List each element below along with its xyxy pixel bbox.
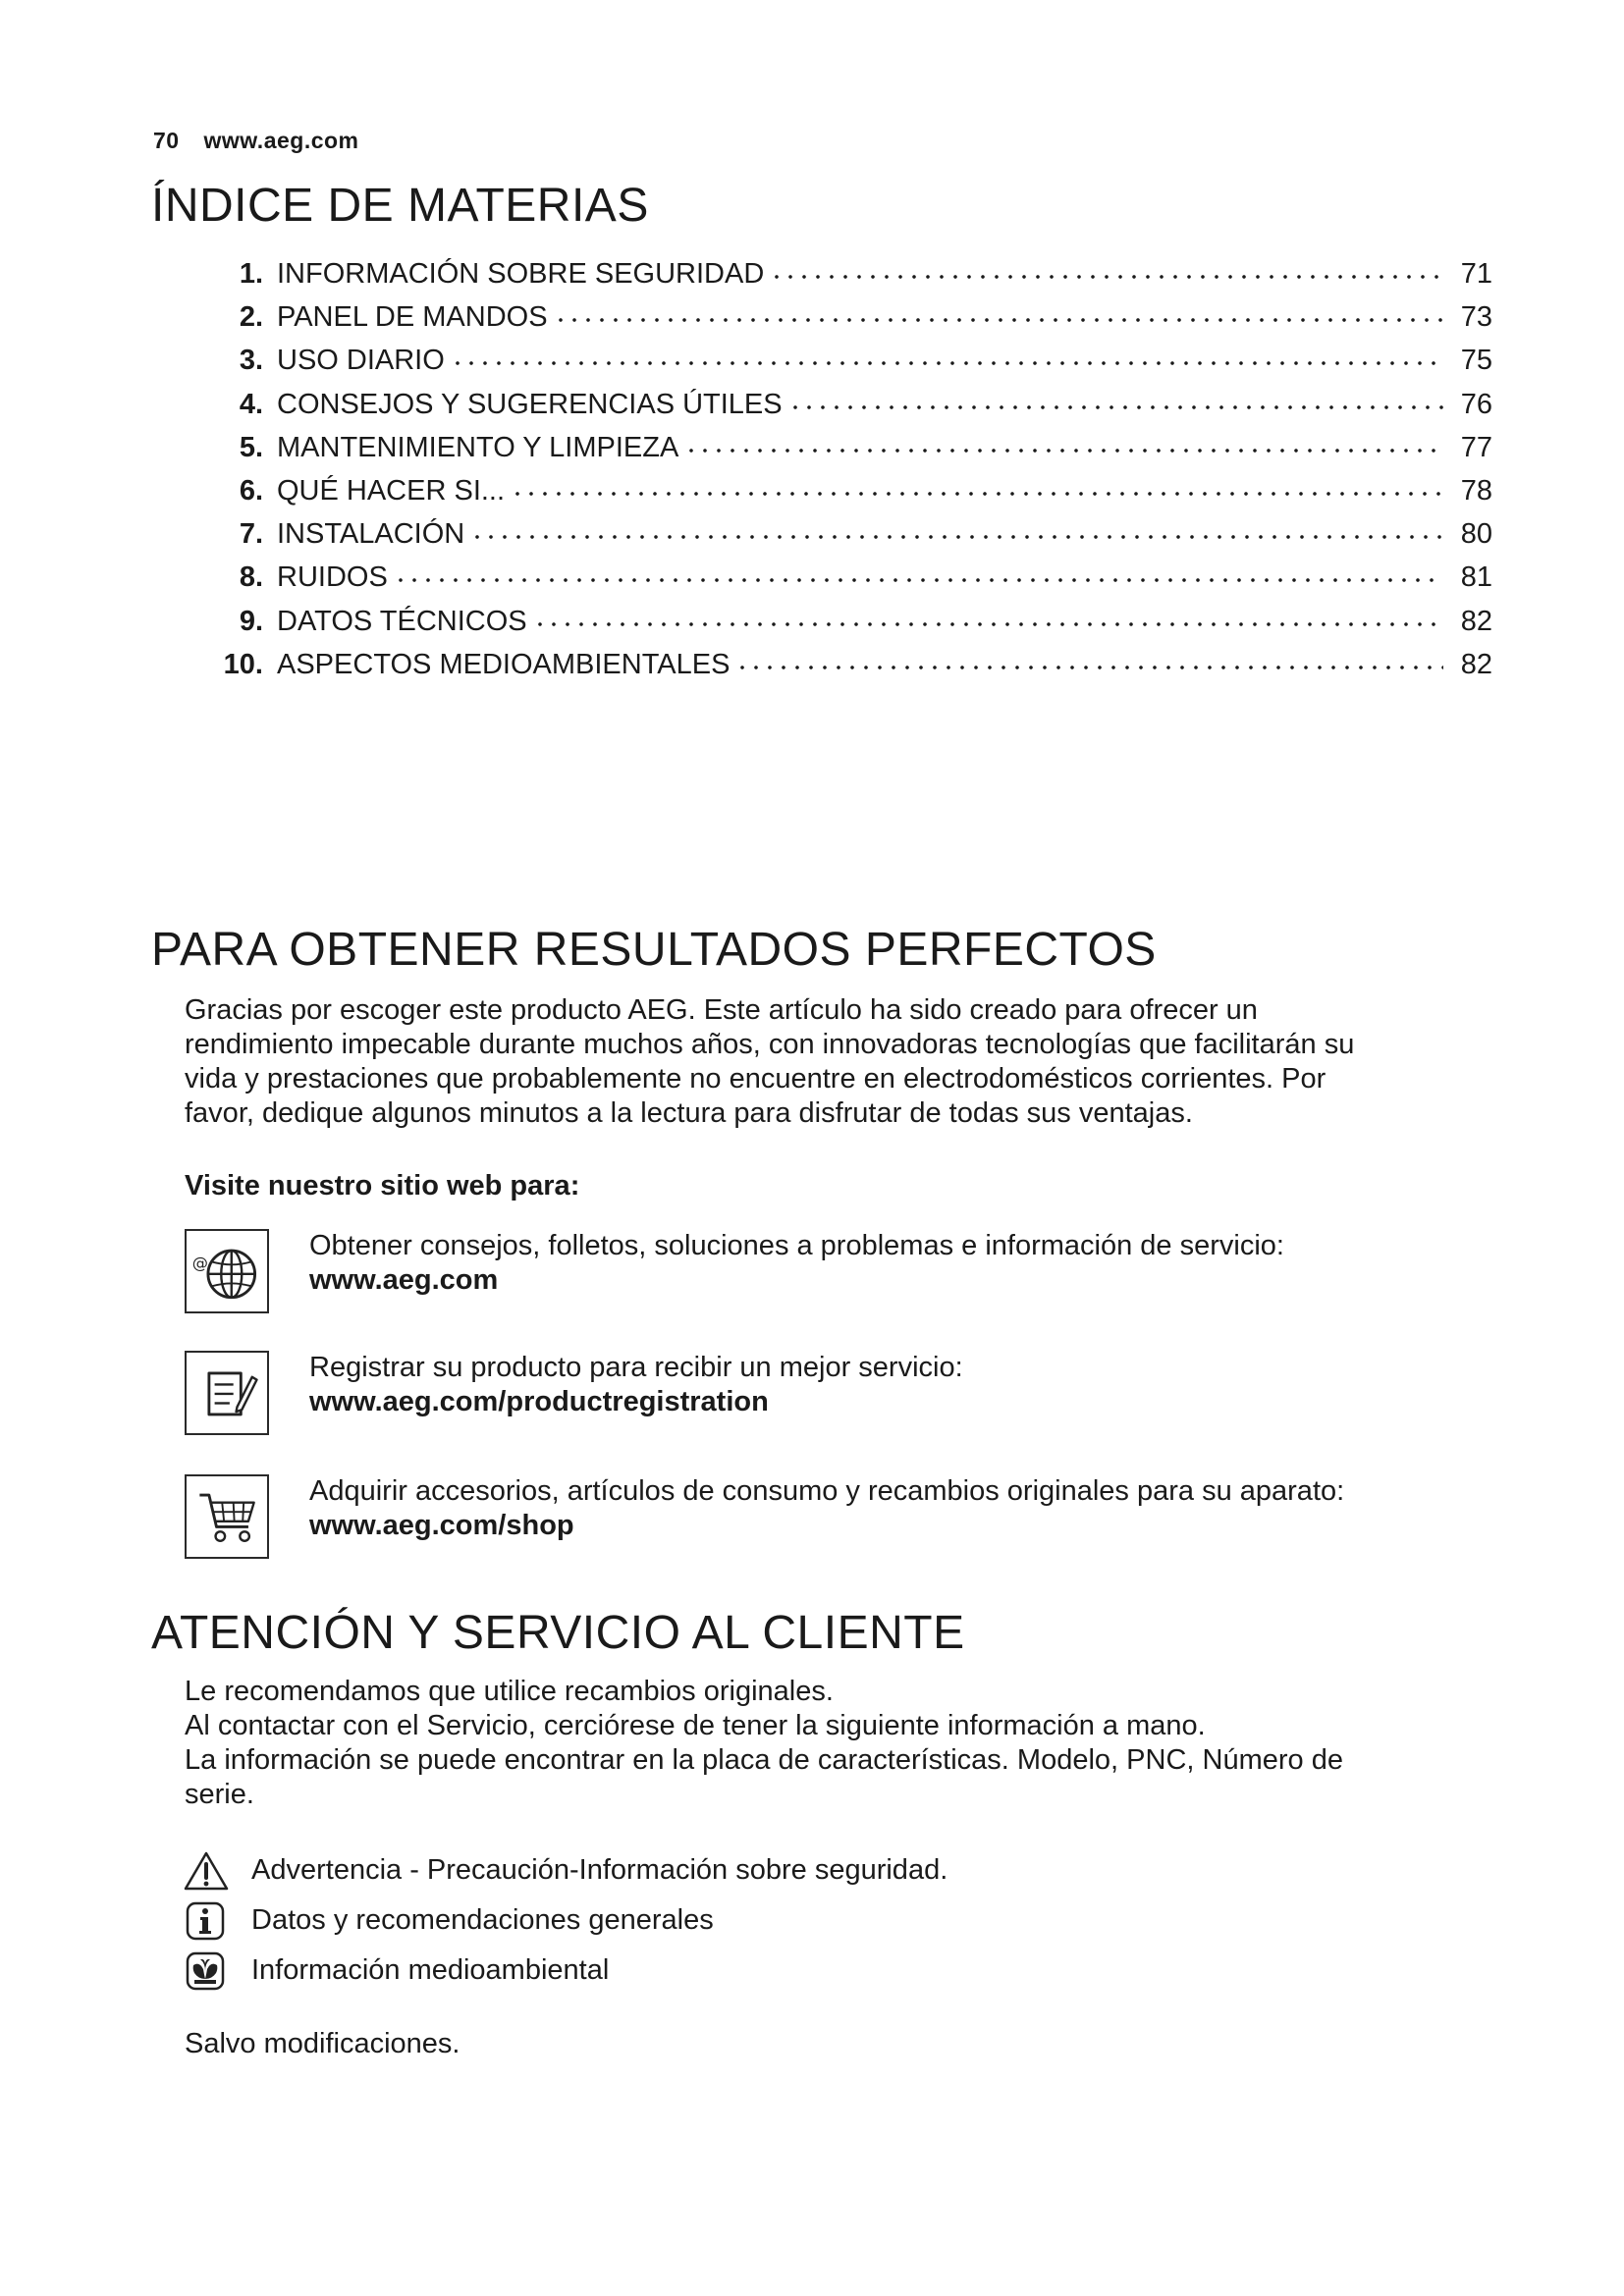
toc-entry-page: 76 bbox=[1460, 388, 1492, 420]
intro-line: rendimiento impecable durante muchos años, con innovadoras tecnologías que facilitarán su bbox=[185, 1029, 1355, 1060]
web-item-url[interactable]: www.aeg.com/shop bbox=[309, 1510, 574, 1541]
visit-heading: Visite nuestro sitio web para: bbox=[185, 1170, 580, 1201]
page-header bbox=[153, 128, 359, 154]
toc-entry[interactable] bbox=[206, 258, 1492, 301]
intro-paragraph bbox=[185, 993, 1481, 1131]
page-number: 70 bbox=[153, 128, 180, 153]
toc-entry-label: CONSEJOS Y SUGERENCIAS ÚTILES bbox=[277, 388, 783, 420]
web-item-url[interactable]: www.aeg.com/productregistration bbox=[309, 1386, 769, 1417]
toc-dot-leader bbox=[511, 492, 1443, 496]
toc-entry-label: ASPECTOS MEDIOAMBIENTALES bbox=[277, 648, 731, 680]
service-paragraph bbox=[185, 1675, 1481, 1812]
header-website-link[interactable]: www.aeg.com bbox=[203, 128, 359, 153]
registration-form-icon bbox=[185, 1351, 269, 1435]
toc-entry-label: RUIDOS bbox=[277, 561, 388, 594]
toc-entry-number: 3. bbox=[239, 345, 263, 377]
info-icon bbox=[183, 1899, 230, 1943]
toc-dot-leader bbox=[394, 578, 1443, 582]
perfect-results-title: PARA OBTENER RESULTADOS PERFECTOS bbox=[151, 924, 1157, 976]
warning-triangle-icon bbox=[183, 1849, 230, 1893]
toc-entry-page: 71 bbox=[1460, 258, 1492, 290]
intro-line: Gracias por escoger este producto AEG. Este artículo ha sido creado para ofrecer un bbox=[185, 994, 1258, 1026]
toc-entry-page: 73 bbox=[1460, 301, 1492, 334]
toc-entry-label: INFORMACIÓN SOBRE SEGURIDAD bbox=[277, 258, 765, 290]
web-item-description: Obtener consejos, folletos, soluciones a problemas e información de servicio: bbox=[309, 1230, 1284, 1261]
toc-entry-number: 4. bbox=[239, 388, 263, 420]
toc-entry-label: INSTALACIÓN bbox=[277, 518, 465, 551]
toc-entry-page: 80 bbox=[1460, 518, 1492, 551]
legend-item bbox=[183, 1946, 947, 1996]
toc-entry-page: 75 bbox=[1460, 345, 1492, 377]
toc-entry[interactable] bbox=[206, 389, 1492, 432]
toc-entry[interactable] bbox=[206, 345, 1492, 388]
toc-entry-number: 6. bbox=[239, 474, 263, 507]
toc-dot-leader bbox=[451, 361, 1443, 365]
toc-dot-leader bbox=[735, 666, 1443, 669]
web-item-text-block bbox=[309, 1351, 963, 1419]
customer-service-title: ATENCIÓN Y SERVICIO AL CLIENTE bbox=[151, 1607, 965, 1659]
toc-entry-page: 77 bbox=[1460, 431, 1492, 463]
legend-label: Datos y recomendaciones generales bbox=[251, 1904, 714, 1936]
footer-note: Salvo modificaciones. bbox=[185, 2028, 460, 2059]
toc-dot-leader bbox=[684, 449, 1443, 453]
toc-entry-number: 7. bbox=[239, 518, 263, 551]
toc-dot-leader bbox=[770, 275, 1443, 279]
toc-entry-label: DATOS TÉCNICOS bbox=[277, 605, 527, 637]
toc-entry-number: 9. bbox=[239, 605, 263, 637]
toc-entry[interactable] bbox=[206, 518, 1492, 561]
toc-entry-number: 10. bbox=[223, 648, 263, 680]
toc-title: ÍNDICE DE MATERIAS bbox=[151, 180, 649, 232]
legend-item bbox=[183, 1845, 947, 1896]
toc-entry-label: MANTENIMIENTO Y LIMPIEZA bbox=[277, 431, 679, 463]
toc-entry[interactable] bbox=[206, 475, 1492, 518]
toc-dot-leader bbox=[788, 405, 1443, 409]
intro-line: favor, dedique algunos minutos a la lectura para disfrutar de todas sus ventajas. bbox=[185, 1097, 1193, 1129]
svg-text:@: @ bbox=[191, 1254, 208, 1273]
web-item-description: Adquirir accesorios, artículos de consumo y recambios originales para su aparato: bbox=[309, 1475, 1345, 1507]
toc-entry-label: PANEL DE MANDOS bbox=[277, 301, 548, 334]
web-item-text-block bbox=[309, 1229, 1284, 1298]
toc-entry-page: 82 bbox=[1460, 648, 1492, 680]
toc-entry-page: 81 bbox=[1460, 561, 1492, 594]
toc-entry[interactable] bbox=[206, 606, 1492, 649]
toc-entry-label: QUÉ HACER SI... bbox=[277, 474, 506, 507]
toc-entry-page: 82 bbox=[1460, 605, 1492, 637]
legend-item bbox=[183, 1896, 947, 1946]
toc-entry[interactable] bbox=[206, 301, 1492, 345]
service-line: La información se puede encontrar en la placa de características. Modelo, PNC, Número de bbox=[185, 1744, 1343, 1776]
toc-entry[interactable] bbox=[206, 561, 1492, 605]
toc-entry[interactable] bbox=[206, 649, 1492, 692]
toc-dot-leader bbox=[533, 622, 1443, 626]
intro-line: vida y prestaciones que probablemente no encuentre en electrodomésticos corrientes. Por bbox=[185, 1063, 1326, 1095]
environment-icon bbox=[183, 1949, 230, 1993]
web-item-shop bbox=[185, 1474, 1500, 1563]
service-line: serie. bbox=[185, 1779, 254, 1810]
symbol-legend bbox=[183, 1845, 947, 1996]
toc-entry-number: 8. bbox=[239, 561, 263, 594]
web-item-url[interactable]: www.aeg.com bbox=[309, 1264, 499, 1296]
web-item-description: Registrar su producto para recibir un mejor servicio: bbox=[309, 1352, 963, 1383]
toc-entry[interactable] bbox=[206, 432, 1492, 475]
toc-entry-number: 2. bbox=[239, 301, 263, 334]
web-item-text-block bbox=[309, 1474, 1344, 1543]
table-of-contents bbox=[206, 258, 1492, 692]
toc-entry-page: 78 bbox=[1460, 474, 1492, 507]
shopping-cart-icon bbox=[185, 1474, 269, 1559]
web-item-registration bbox=[185, 1351, 1500, 1439]
toc-entry-number: 5. bbox=[239, 431, 263, 463]
globe-icon bbox=[185, 1229, 269, 1313]
toc-entry-label: USO DIARIO bbox=[277, 345, 445, 377]
service-line: Al contactar con el Servicio, cerciórese de tener la siguiente información a mano. bbox=[185, 1710, 1206, 1741]
toc-dot-leader bbox=[554, 318, 1443, 322]
toc-dot-leader bbox=[470, 535, 1443, 539]
legend-label: Información medioambiental bbox=[251, 1954, 610, 1986]
service-line: Le recomendamos que utilice recambios originales. bbox=[185, 1676, 834, 1707]
toc-entry-number: 1. bbox=[239, 258, 263, 290]
web-item-service bbox=[185, 1229, 1500, 1317]
legend-label: Advertencia - Precaución-Información sobre seguridad. bbox=[251, 1854, 948, 1886]
